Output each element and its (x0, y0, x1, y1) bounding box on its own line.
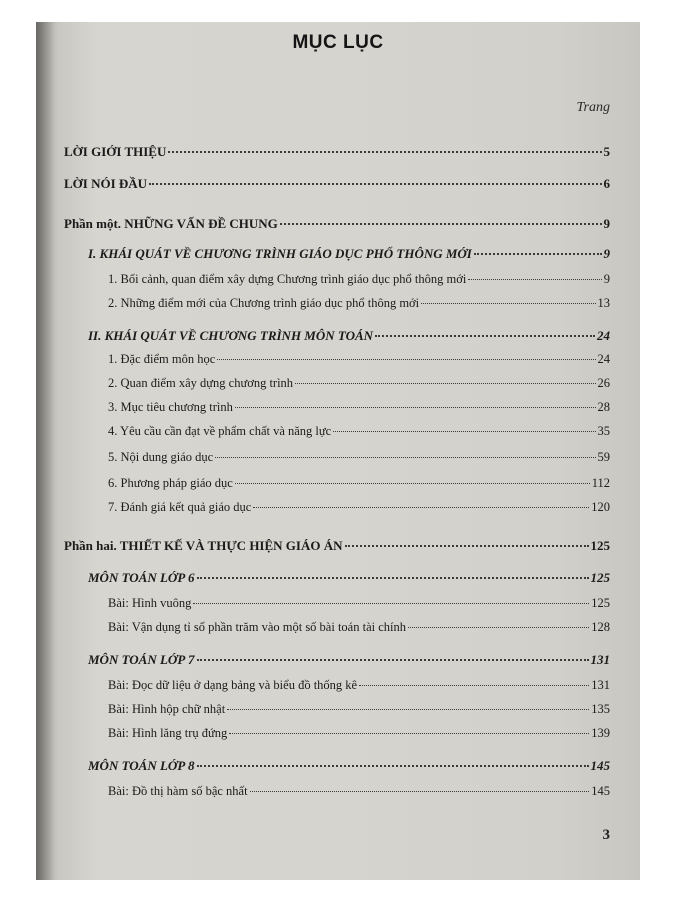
toc-entry-label: 3. Mục tiêu chương trình (108, 400, 233, 414)
dot-leader (227, 709, 589, 710)
toc-entry-label: Bài: Hình lăng trụ đứng (108, 726, 228, 740)
toc-entry-label: 1. Bối cảnh, quan điểm xây dựng Chương trình giáo dục phổ thông mới (108, 272, 467, 286)
toc-entry-label: I. KHÁI QUÁT VỀ CHƯƠNG TRÌNH GIÁO DỤC PHỔ THÔNG MỚI (88, 246, 472, 261)
toc-entry (64, 538, 610, 554)
toc-entry-page: 9 (603, 246, 610, 261)
dot-leader (250, 791, 590, 792)
toc-entry-label: 2. Những điểm mới của Chương trình giáo dục phổ thông mới (108, 296, 420, 310)
toc-entry-page: 131 (591, 678, 610, 692)
toc-entry (108, 784, 610, 799)
toc-entry-label: Bài: Hình hộp chữ nhật (108, 702, 226, 716)
toc-entry (108, 424, 610, 439)
dot-leader (215, 457, 595, 458)
toc-entry (88, 570, 610, 586)
toc-entry-label: Bài: Vận dụng tỉ số phần trăm vào một số bài toán tài chính (108, 620, 406, 634)
toc-entry-page: 24 (597, 352, 610, 366)
toc-entry-label: 2. Quan điểm xây dựng chương trình (108, 376, 294, 390)
toc-entry (108, 596, 610, 611)
dot-leader (193, 603, 589, 604)
toc-entry-label: Bài: Đọc dữ liệu ở dạng bảng và biểu đồ thống kê (108, 678, 358, 692)
toc-entry (88, 758, 610, 774)
toc-entry (88, 328, 610, 344)
toc-entry (108, 272, 610, 287)
toc-entry-label: MÔN TOÁN LỚP 7 (88, 652, 195, 667)
toc-entry-page: 125 (590, 538, 610, 553)
toc-entry-label: Phần một. NHỮNG VẤN ĐỀ CHUNG (64, 216, 278, 231)
dot-leader (235, 407, 596, 408)
dot-leader (280, 223, 602, 225)
dot-leader (345, 545, 589, 547)
toc-entry-page: 128 (591, 620, 610, 634)
dot-leader (168, 151, 601, 153)
toc-entry (64, 176, 610, 192)
toc-entry-page: 9 (603, 216, 610, 231)
toc-entry-page: 135 (591, 702, 610, 716)
toc-entry-page: 112 (591, 476, 610, 490)
toc-entry-page: 59 (597, 450, 610, 464)
dot-leader (253, 507, 589, 508)
toc-entry (108, 400, 610, 415)
page-column-heading: Trang (576, 100, 610, 115)
toc-entry-label: Bài: Đồ thị hàm số bậc nhất (108, 784, 248, 798)
toc-entry (88, 246, 610, 262)
toc-entry (108, 678, 610, 693)
dot-leader (197, 659, 589, 661)
toc-entry-page: 5 (603, 144, 610, 159)
dot-leader (375, 335, 595, 337)
toc-entry (108, 296, 610, 311)
toc-entry (108, 620, 610, 635)
toc-entry-label: Bài: Hình vuông (108, 596, 192, 610)
toc-entry-label: Phần hai. THIẾT KẾ VÀ THỰC HIỆN GIÁO ÁN (64, 538, 343, 553)
toc-entry (64, 216, 610, 232)
dot-leader (421, 303, 595, 304)
toc-entry-label: MÔN TOÁN LỚP 6 (88, 570, 195, 585)
toc-entry (108, 726, 610, 741)
dot-leader (333, 431, 595, 432)
toc-entry-label: 6. Phương pháp giáo dục (108, 476, 233, 490)
dot-leader (295, 383, 595, 384)
toc-entry-label: II. KHÁI QUÁT VỀ CHƯƠNG TRÌNH MÔN TOÁN (88, 328, 374, 343)
toc-entry-label: 4. Yêu cầu cần đạt về phẩm chất và năng lực (108, 424, 332, 438)
dot-leader (468, 279, 601, 280)
toc-entry-page: 125 (590, 570, 610, 585)
toc-entry-page: 120 (591, 500, 610, 514)
toc-entry-label: 1. Đặc điểm môn học (108, 352, 216, 366)
toc-entry (108, 702, 610, 717)
toc-entry-page: 13 (597, 296, 610, 310)
toc-entry-page: 28 (597, 400, 610, 414)
dot-leader (229, 733, 589, 734)
toc-entry-page: 125 (591, 596, 610, 610)
toc-entry (108, 500, 610, 515)
toc-entry-page: 35 (597, 424, 610, 438)
toc-entry-page: 26 (597, 376, 610, 390)
toc-entry-page: 145 (591, 784, 610, 798)
toc-entry-label: LỜI GIỚI THIỆU (64, 144, 167, 159)
dot-leader (408, 627, 589, 628)
toc-entry-page: 9 (603, 272, 610, 286)
toc-entry (108, 476, 610, 491)
toc-entry-page: 145 (590, 758, 610, 773)
toc-entry-page: 131 (590, 652, 610, 667)
toc-entry (108, 450, 610, 465)
toc-entry-label: MÔN TOÁN LỚP 8 (88, 758, 195, 773)
page-number: 3 (602, 827, 610, 843)
toc-entry-label: 7. Đánh giá kết quả giáo dục (108, 500, 252, 514)
dot-leader (217, 359, 595, 360)
dot-leader (149, 183, 601, 185)
dot-leader (359, 685, 589, 686)
toc-entry (108, 352, 610, 367)
toc-entry-label: LỜI NÓI ĐẦU (64, 176, 148, 191)
toc-entry (108, 376, 610, 391)
toc-entry (64, 144, 610, 160)
toc-entry-page: 24 (597, 328, 610, 343)
toc-entry (88, 652, 610, 668)
dot-leader (197, 765, 589, 767)
toc-entry-page: 139 (591, 726, 610, 740)
page-title: MỤC LỤC (292, 32, 384, 53)
book-page-photo (36, 22, 640, 880)
toc-entry-page: 6 (603, 176, 610, 191)
dot-leader (197, 577, 589, 579)
dot-leader (474, 253, 602, 255)
toc-entry-label: 5. Nội dung giáo dục (108, 450, 214, 464)
dot-leader (235, 483, 590, 484)
